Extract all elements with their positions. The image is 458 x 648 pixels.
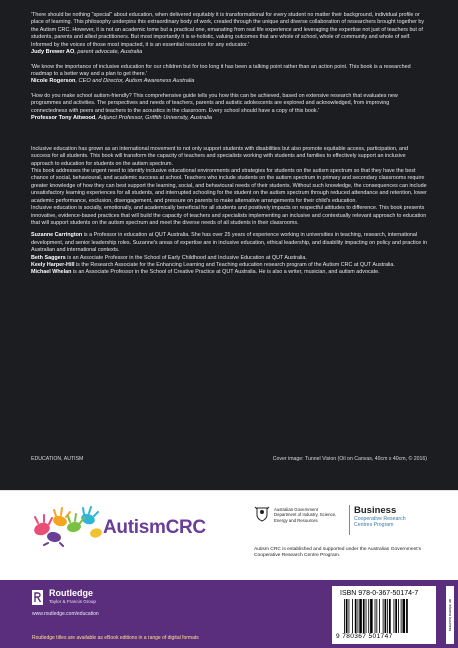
government-text <box>274 507 344 523</box>
quote-block <box>31 12 427 57</box>
crc-subtitle: Cooperative Research <box>354 516 406 522</box>
ebook-note: Routledge titles are available as eBook editions in a range of digital formats <box>32 635 199 641</box>
barcode-bar <box>395 599 397 633</box>
author-bio <box>31 232 427 254</box>
quote-name: Nicole Rogerson <box>31 78 76 85</box>
autism-crc-hands-icon <box>30 505 110 547</box>
government-name: Australian Government <box>274 507 318 512</box>
barcode-bar <box>344 599 345 633</box>
barcode-bar <box>366 599 367 633</box>
barcode-bar <box>385 599 387 633</box>
quote-role: , parent advocate, Australia <box>74 49 143 56</box>
autism-crc-logo: AutismCRC <box>103 517 206 538</box>
quote-role: , CEO and Director, Autism Awareness Australia <box>75 78 195 85</box>
quote-block <box>31 64 427 86</box>
quote-text: 'There should be nothing "special" about education, when delivered equitably it is transformational for every student no matter their background, individual profile or place of learning. This philosophy underpins this extraordinary body of work, created through the unique and diverse collaboration of researchers brought together by the Autism CRC. However, it is not an academic tome but a practical one, emanating from real life experience and leveraging the expertise not just of teachers but of students, parents and allied practitioners. But most importantly it is w-holistic, valuing outcomes that are whole of school, whole of community and whole of self. Informed by the voices of those most impacted, it is an essential resource for any educator.' <box>31 12 425 48</box>
quote-attribution <box>31 78 427 86</box>
department-name: Department of Industry, Science, Energy and Resources <box>274 512 337 523</box>
barcode-bar <box>363 599 365 633</box>
coat-of-arms-icon <box>254 505 270 523</box>
barcode-bar <box>403 599 406 633</box>
barcode-icon <box>344 599 430 633</box>
barcode-bar <box>401 599 402 633</box>
informa-label: an informa business <box>446 586 454 644</box>
quote-name: Judy Brewer AO <box>31 49 75 56</box>
crc-program-logo <box>354 505 406 528</box>
barcode-bar <box>375 599 376 633</box>
crc-support-note: Autism CRC is established and supported under the Australian Government's Cooperative Research Centre Program. <box>254 547 422 559</box>
barcode-bar <box>346 599 348 633</box>
barcode-bar <box>376 599 377 633</box>
blurb-paragraph: Inclusive education is socially, emotionally, and academically beneficial for all students and positively impacts on respectful attitudes to difference. This book presents innovative, evidence-based practices that will build the capacity of teachers and specialists implementing an inclusive and contextually relevant approach to education that will support students on the autism spectrum and meet the diverse needs of all students in their classrooms. <box>31 205 427 226</box>
barcode-bar <box>352 599 353 633</box>
barcode-bar <box>398 599 399 633</box>
quote-name: Professor Tony Attwood <box>31 115 96 122</box>
quote-text: 'How do you make school autism-friendly? This comprehensive guide tells you how this can be achieved, based on extensive research that evaluates new programmes and activities. The perspectives and needs of teachers, parents and autistic adolescents are explored and acknowledged, from improving connectedness with peers and teachers to the acoustics in the classroom. Every school should have a copy of this book.' <box>31 93 398 114</box>
quote-text: 'We know the importance of inclusive education for our children but for too long it has been a talking point rather than an action point. This book is a researched roadmap to a better way and a plan to get there.' <box>31 63 411 78</box>
barcode-bar <box>406 599 408 633</box>
quote-role: , Adjunct Professor, Griffith University, Australia <box>95 115 213 122</box>
quote-attribution <box>31 49 427 57</box>
spacer <box>31 130 427 146</box>
author-bio-text: is an Associate Professor in the School of Creative Practice at QUT Australia. He is also a writer, musician, and autism advocate. <box>71 269 380 276</box>
barcode-bar <box>383 599 384 633</box>
barcode-bar <box>389 599 391 633</box>
barcode-bar <box>387 599 388 633</box>
subject-row <box>31 456 427 463</box>
barcode-bar <box>368 599 369 633</box>
barcode-bar <box>355 599 357 633</box>
barcode-bar <box>359 599 362 633</box>
barcode-bar <box>358 599 359 633</box>
author-name: Michael Whelan <box>31 269 72 276</box>
isbn-text: ISBN 978-0-367-50174-7 <box>340 590 419 597</box>
author-bio-text: is the Research Associate for the Enhancing Learning and Teaching education research program of the Autism CRC at QUT Australia. <box>74 261 395 268</box>
barcode-block <box>332 586 436 644</box>
author-bio <box>31 269 427 276</box>
author-bio-text: is an Associate Professor in the School of Early Childhood and Inclusive Education at QUT Australia. <box>65 254 307 261</box>
author-name: Beth Saggers <box>31 254 66 261</box>
author-name: Keely Harper-Hill <box>31 261 75 268</box>
barcode-bar <box>394 599 395 633</box>
quote-block <box>31 93 427 123</box>
barcode-bar <box>370 599 373 633</box>
barcode-bar <box>349 599 350 633</box>
crc-subtitle: Centres Program <box>354 522 394 528</box>
partner-logos <box>0 490 458 580</box>
quote-attribution <box>31 115 427 123</box>
author-bio-text: is a Professor in education at QUT Australia. She has over 25 years of experience working in universities in teaching, research, international development, and senior leadership roles. Suzanne's areas of expertise are in inclusive education, ethical leadership, and disability impacting on policy and practice in Australian and international contexts. <box>31 232 427 254</box>
barcode-digits: 9 780367 501747 <box>336 633 393 640</box>
divider <box>349 505 350 535</box>
blurb-paragraph: This book addresses the urgent need to identify inclusive educational environments and strategies for students on the autism spectrum so that they have the best chance of social, behavioural, and academic success at school. Teachers who include students on the autism spectrum in primary and secondary classrooms require greater knowledge of how they can best support the learning, social, and behavioural needs of their students. Without such knowledge, the consequences can include unsatisfactory learning experiences for all students, and interrupted schooling for the student on the autism spectrum through reduced attendance and retention, lower academic performance, exclusion, disengagement, and pressure on parents to make alternative arrangements for their child's education. <box>31 168 427 204</box>
publisher-group: Taylor & Francis Group <box>49 599 96 604</box>
crc-title: Business <box>354 505 397 516</box>
government-logo <box>254 505 444 539</box>
barcode-bar <box>379 599 380 633</box>
author-bio <box>31 262 427 269</box>
author-name: Suzanne Carrington <box>31 232 83 239</box>
publisher-url: www.routledge.com/education <box>32 611 99 617</box>
routledge-logo-icon <box>32 590 43 605</box>
publisher-name: Routledge <box>49 588 93 598</box>
subject-category: EDUCATION, AUTISM <box>31 456 84 462</box>
blurb-paragraph: Inclusive education has grown as an international movement to not only support students with disabilities but also promote equitable access, participation, and success for all students. This book will transform the capacity of teachers and specialists working with students and families to effectively support an inclusive approach to education for students on the autism spectrum. <box>31 145 408 167</box>
cover-image-credit: Cover image: Tunnel Vision (Oil on Canvas, 40cm x 40cm, © 2016) <box>272 456 427 462</box>
author-bio <box>31 255 427 262</box>
